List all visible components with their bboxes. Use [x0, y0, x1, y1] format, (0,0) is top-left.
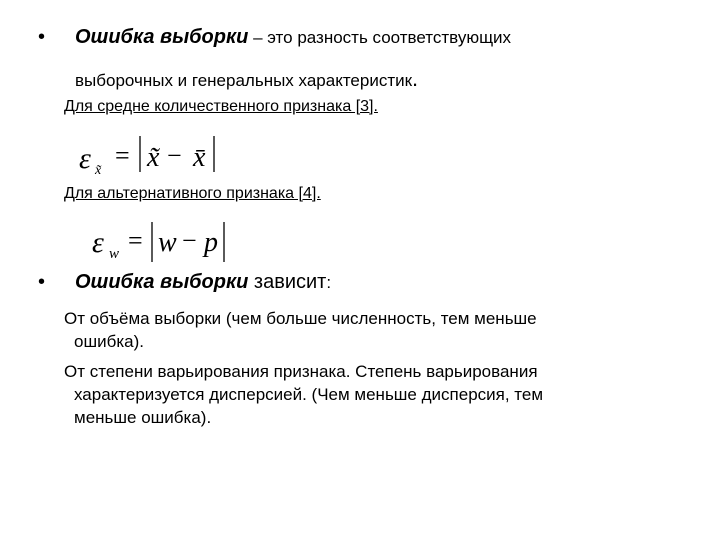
bullet-marker: •	[38, 271, 46, 293]
paragraph-line: От степени варьирования признака. Степень варьирования	[64, 362, 538, 381]
formula-mean-minus: −	[167, 141, 182, 170]
formula-mean-subscript: x̃	[95, 163, 102, 178]
paragraph-line: меньше ошибка).	[74, 408, 212, 427]
formula-mean-term2: x̄	[193, 142, 206, 173]
formula-alt-term1: w	[158, 227, 177, 258]
formula-alt-term2: p	[204, 227, 218, 258]
paragraph-sample-size	[64, 307, 537, 353]
bullet1-line1	[75, 26, 511, 49]
paragraph-line: От объёма выборки (чем больше численность, тем меньше	[64, 309, 537, 328]
term-sampling-error: Ошибка выборки	[75, 271, 249, 293]
formula-mean-error	[75, 134, 225, 178]
alternative-feature-label: Для альтернативного признака [4].	[64, 185, 321, 202]
depends-colon: :	[326, 273, 332, 292]
formula-mean-equals: =	[115, 141, 130, 170]
bullet1-line2	[75, 66, 418, 92]
formula-alt-subscript: w	[109, 246, 120, 262]
paragraph-variation	[64, 360, 543, 429]
formula-alternative-error	[90, 218, 240, 268]
formula-mean-epsilon: ε	[79, 142, 91, 175]
formula-alt-equals: =	[128, 226, 143, 255]
paragraph-line: ошибка).	[74, 332, 144, 351]
mean-feature-label: Для средне количественного признака [3].	[64, 98, 378, 115]
bullet-marker: •	[38, 26, 46, 48]
paragraph-line: характеризуется дисперсией. (Чем меньше дисперсия, тем	[74, 385, 544, 404]
bullet2-line	[75, 271, 331, 294]
definition-text-cont: выборочных и генеральных характеристик	[75, 71, 413, 90]
formula-alt-minus: −	[182, 226, 197, 255]
term-sampling-error: Ошибка выборки	[75, 26, 249, 48]
depends-text: зависит	[248, 271, 327, 293]
definition-period: .	[412, 66, 419, 91]
formula-mean-term1: x̃	[147, 142, 160, 173]
definition-text: – это разность соответствующих	[248, 28, 512, 47]
formula-alt-epsilon: ε	[92, 226, 104, 259]
